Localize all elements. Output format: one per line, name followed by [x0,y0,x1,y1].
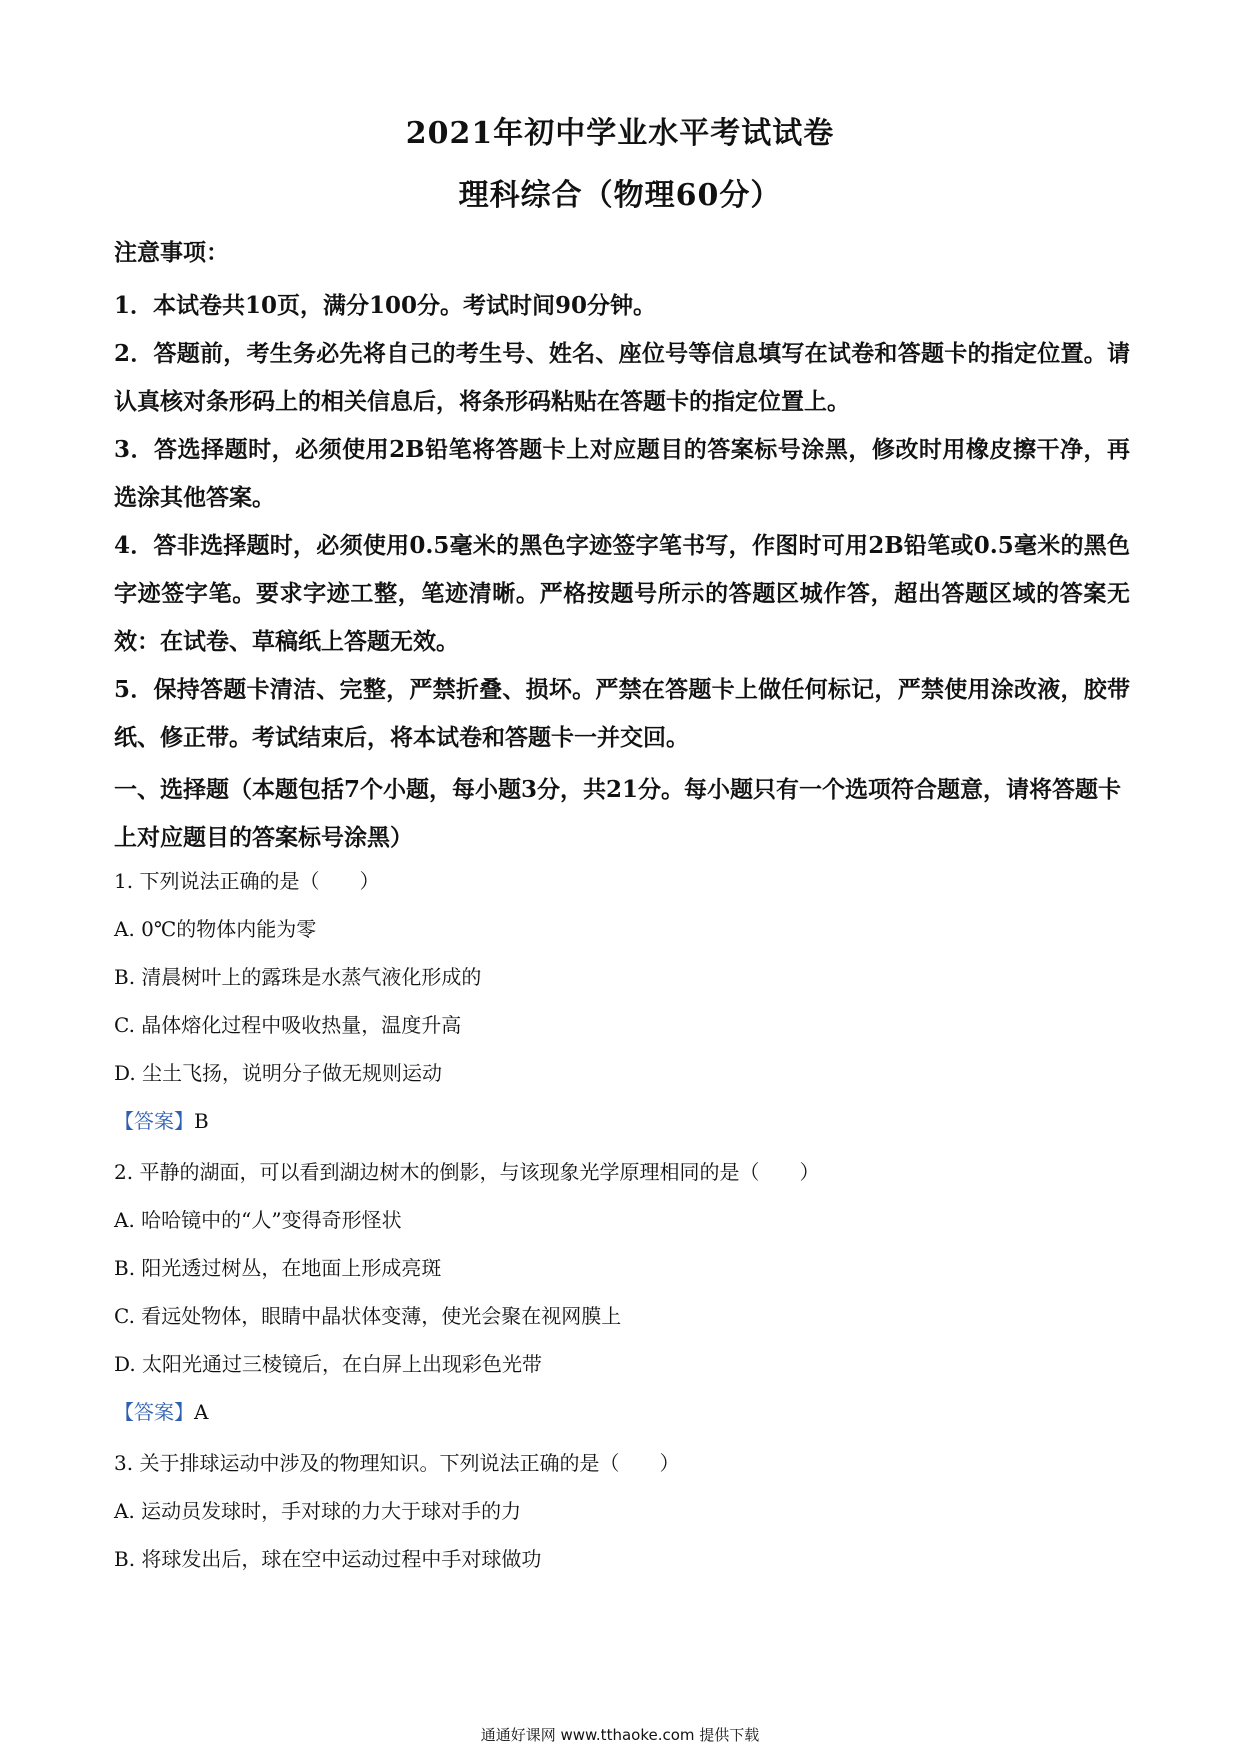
question-stem: 3. 关于排球运动中涉及的物理知识。下列说法正确的是（ ） [114,1451,680,1475]
answer-value: B [194,1109,209,1133]
exam-title: 2021年初中学业水平考试试卷 [405,116,835,151]
exam-subtitle: 理科综合（物理60分） [458,178,782,213]
answer-tag: 【答案】 [114,1109,194,1133]
question-option: B. 清晨树叶上的露珠是水蒸气液化形成的 [114,965,482,989]
notice-item: 2．答题前，考生务必先将自己的考生号、姓名、座位号等信息填写在试卷和答题卡的指定位置。请认真核对条形码上的相关信息后，将条形码粘贴在答题卡的指定位置上。 [114,340,1130,415]
answer-line [114,1396,208,1425]
question-option: D. 太阳光通过三棱镜后，在白屏上出现彩色光带 [114,1352,543,1376]
notice-item: 3．答选择题时，必须使用2B铅笔将答题卡上对应题目的答案标号涂黑，修改时用橡皮擦干净，再选涂其他答案。 [114,436,1130,511]
section-heading: 一、选择题（本题包括7个小题，每小题3分，共21分。每小题只有一个选项符合题意，请将答题卡上对应题目的答案标号涂黑） [114,776,1122,851]
notice-item: 4．答非选择题时，必须使用0.5毫米的黑色字迹签字笔书写，作图时可用2B铅笔或0.5毫米的黑色字迹签字笔。要求字迹工整，笔迹清晰。严格按题号所示的答题区城作答，超出答题区域的答案无效：在试卷、草稿纸上答题无效。 [114,532,1130,655]
answer-tag: 【答案】 [114,1400,194,1424]
question-stem: 1. 下列说法正确的是（ ） [114,869,380,893]
page-footer: 通通好课网 www.tthaoke.com 提供下载 [480,1726,760,1744]
question-stem: 2. 平静的湖面，可以看到湖边树木的倒影，与该现象光学原理相同的是（ ） [114,1160,820,1184]
question-option: C. 看远处物体，眼睛中晶状体变薄，使光会聚在视网膜上 [114,1304,622,1328]
answer-value: A [194,1400,209,1424]
answer-line [114,1105,209,1134]
question-option: C. 晶体熔化过程中吸收热量，温度升高 [114,1013,462,1037]
question-option: B. 将球发出后，球在空中运动过程中手对球做功 [114,1547,542,1571]
question-option: A. 0℃的物体内能为零 [114,917,317,941]
notice-heading: 注意事项： [114,239,229,266]
notice-item: 5．保持答题卡清洁、完整，严禁折叠、损坏。严禁在答题卡上做任何标记，严禁使用涂改液，胶带纸、修正带。考试结束后，将本试卷和答题卡一并交回。 [114,676,1130,751]
notice-item: 1．本试卷共10页，满分100分。考试时间90分钟。 [114,292,657,319]
question-option: A. 运动员发球时，手对球的力大于球对手的力 [114,1499,522,1523]
notice-list [114,282,1130,762]
question-option: D. 尘土飞扬，说明分子做无规则运动 [114,1061,443,1085]
question-option: A. 哈哈镜中的“人”变得奇形怪状 [114,1208,402,1232]
question-option: B. 阳光透过树丛，在地面上形成亮斑 [114,1256,442,1280]
